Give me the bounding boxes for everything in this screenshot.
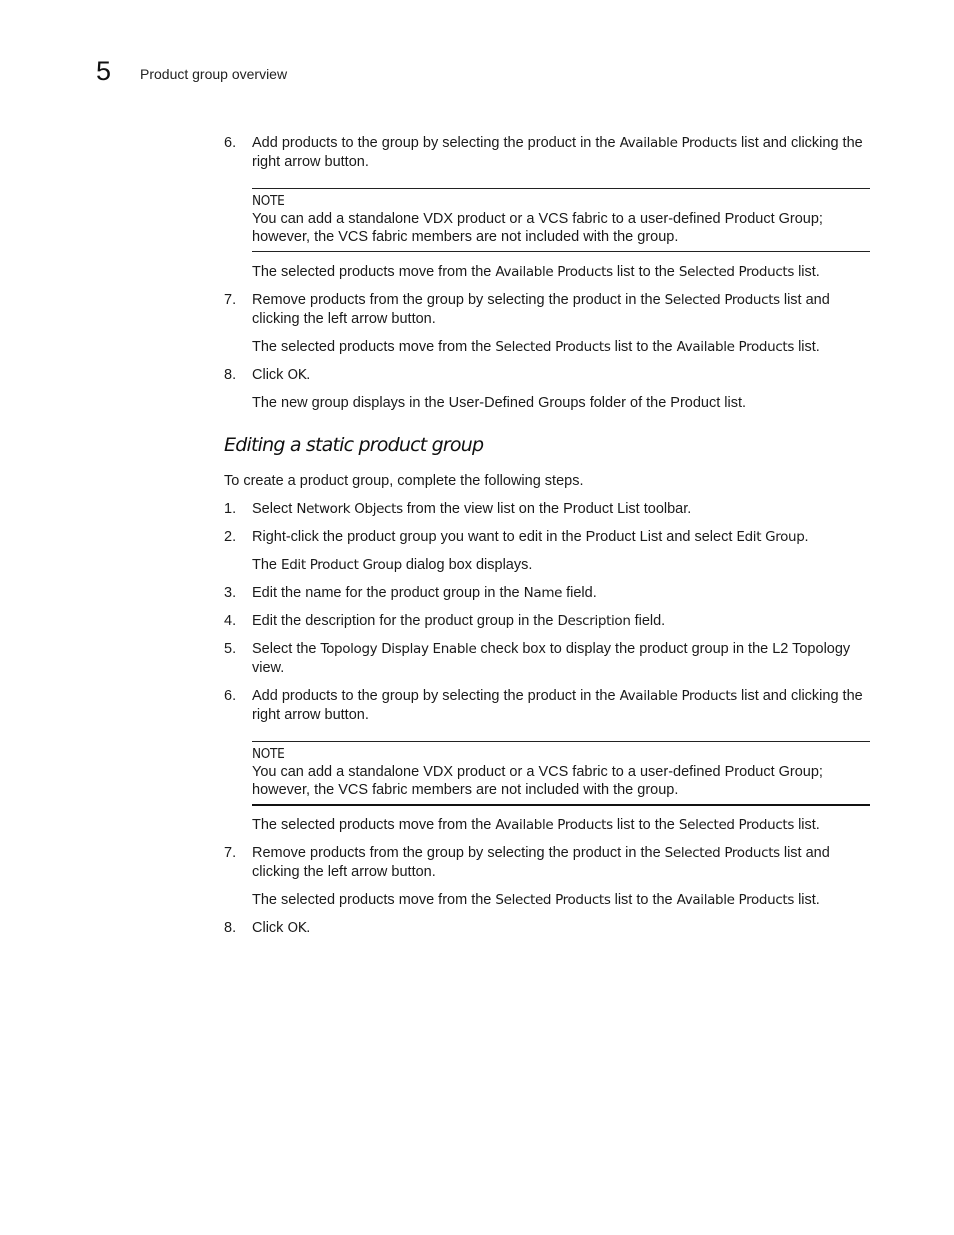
step-text: Click OK. bbox=[252, 367, 311, 383]
ui-term: Edit Product Group bbox=[281, 557, 402, 573]
ui-term: Selected Products bbox=[495, 339, 611, 355]
ui-term: Available Products bbox=[619, 688, 737, 704]
step-6-result-top: The selected products move from the Available Products list to the Selected Products list. bbox=[252, 264, 820, 280]
chapter-title: Product group overview bbox=[140, 66, 288, 82]
step-text: Remove products from the group by selecting the product in the Selected Products list and clicking the left arrow button. bbox=[252, 845, 830, 880]
step-text: Right-click the product group you want to edit in the Product List and select Edit Group. bbox=[252, 529, 809, 545]
step-number: 8. bbox=[224, 367, 237, 383]
note-box bbox=[252, 741, 870, 806]
chapter-number: 5 bbox=[96, 56, 112, 86]
step-number: 3. bbox=[224, 585, 237, 601]
ui-term: Available Products bbox=[676, 892, 795, 908]
step-text: Edit the description for the product group in the Description field. bbox=[252, 613, 666, 629]
step-number: 8. bbox=[224, 920, 237, 936]
step-number: 4. bbox=[224, 613, 237, 629]
step-text: Remove products from the group by selecting the product in the Selected Products list and clicking the left arrow button. bbox=[252, 292, 830, 327]
note-box-top bbox=[252, 188, 870, 252]
step-number: 7. bbox=[224, 292, 237, 308]
ui-term: Available Products bbox=[495, 817, 613, 833]
step-7-result-top: The selected products move from the Selected Products list to the Available Products list. bbox=[252, 339, 820, 355]
section-intro: To create a product group, complete the following steps. bbox=[224, 473, 584, 489]
step-number: 5. bbox=[224, 641, 237, 657]
ui-term: Available Products bbox=[619, 135, 737, 151]
step-text: Select Network Objects from the view list on the Product List toolbar. bbox=[252, 501, 692, 517]
ui-term: Network Objects bbox=[296, 501, 403, 517]
note-text: You can add a standalone VDX product or a VCS fabric to a user-defined Product Group; however, the VCS fabric members are not included with the group. bbox=[252, 764, 823, 798]
step-text: Add products to the group by selecting the product in the Available Products list and clicking the right arrow button. bbox=[252, 135, 863, 170]
step-number: 7. bbox=[224, 845, 237, 861]
step-number: 6. bbox=[224, 135, 237, 151]
step-number: 2. bbox=[224, 529, 237, 545]
ui-term: Topology Display Enable bbox=[320, 641, 477, 657]
note-label: NOTE bbox=[252, 746, 285, 762]
step-6-result: The selected products move from the Available Products list to the Selected Products list. bbox=[252, 817, 820, 833]
ui-term: Available Products bbox=[676, 339, 795, 355]
ui-term: Available Products bbox=[495, 264, 613, 280]
note-label: NOTE bbox=[252, 193, 285, 209]
section-heading: Editing a static product group bbox=[224, 434, 484, 456]
step-2-result: The Edit Product Group dialog box displays. bbox=[252, 557, 533, 573]
ui-term: Selected Products bbox=[678, 817, 795, 833]
ui-term: Selected Products bbox=[664, 845, 780, 861]
ui-term: Selected Products bbox=[495, 892, 611, 908]
ui-term: Selected Products bbox=[678, 264, 795, 280]
ui-term: OK bbox=[287, 367, 307, 383]
step-text: Select the Topology Display Enable check box to display the product group in the L2 Topology view. bbox=[252, 641, 851, 676]
step-7-result: The selected products move from the Selected Products list to the Available Products list. bbox=[252, 892, 820, 908]
step-text: Click OK. bbox=[252, 920, 311, 936]
step-8-result-top: The new group displays in the User-Defined Groups folder of the Product list. bbox=[252, 395, 747, 411]
ui-term: Description bbox=[557, 613, 631, 629]
ui-term: Name bbox=[523, 585, 563, 601]
step-number: 6. bbox=[224, 688, 237, 704]
note-text: You can add a standalone VDX product or a VCS fabric to a user-defined Product Group; however, the VCS fabric members are not included with the group. bbox=[252, 211, 823, 245]
ui-term: OK bbox=[287, 920, 307, 936]
ui-term: Selected Products bbox=[664, 292, 780, 308]
ui-term: Edit Group bbox=[736, 529, 805, 545]
step-number: 1. bbox=[224, 501, 237, 517]
step-text: Edit the name for the product group in the Name field. bbox=[252, 585, 597, 601]
step-text: Add products to the group by selecting the product in the Available Products list and clicking the right arrow button. bbox=[252, 688, 863, 723]
